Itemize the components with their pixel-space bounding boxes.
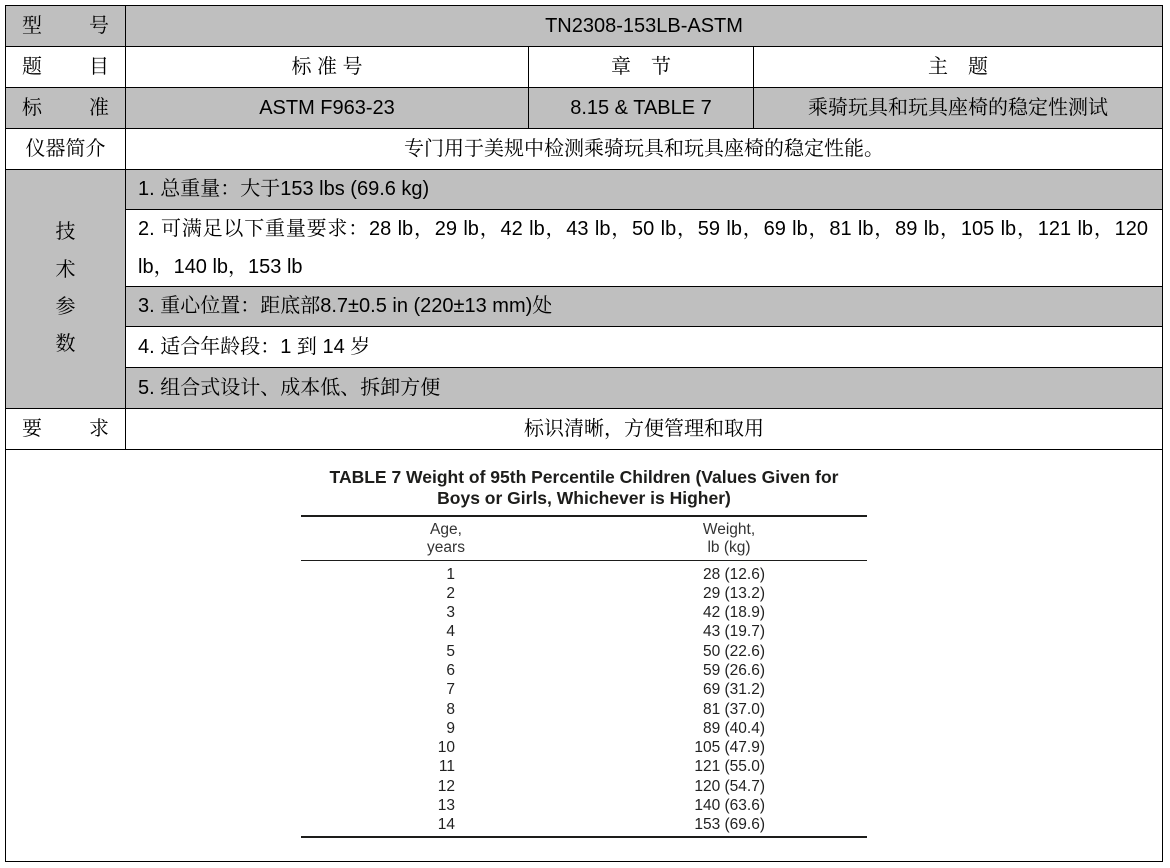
weight-header-line: lb (kg)	[707, 539, 751, 556]
reference-table	[301, 515, 867, 838]
weight-value: 153 (69.6)	[694, 816, 765, 834]
weight-cell	[591, 757, 867, 776]
tech-params-label-char: 数	[55, 333, 76, 356]
weight-value: 140 (63.6)	[694, 797, 765, 815]
age-header-line: years	[427, 539, 465, 556]
standard-no-header: 标 准 号	[126, 47, 528, 87]
age-value: 5	[446, 642, 455, 660]
reference-table-row	[301, 700, 867, 719]
spec-sheet-table	[5, 5, 1163, 862]
weight-cell	[591, 661, 867, 680]
reference-table-row	[301, 565, 867, 584]
weight-cell	[591, 815, 867, 834]
model-label-char: 型	[22, 15, 42, 37]
age-cell	[301, 757, 591, 776]
reference-figure	[6, 450, 1162, 861]
weight-value: 69 (31.2)	[702, 681, 765, 699]
age-cell	[301, 680, 591, 699]
age-cell	[301, 584, 591, 603]
age-value: 4	[446, 623, 455, 641]
age-header-line: Age,	[430, 521, 462, 538]
age-value: 7	[446, 681, 455, 699]
age-value: 9	[446, 719, 455, 737]
age-value: 6	[446, 661, 455, 679]
weight-value: 29 (13.2)	[702, 584, 765, 602]
reference-table-row	[301, 757, 867, 776]
standard-subject: 乘骑玩具和玩具座椅的稳定性测试	[754, 88, 1162, 128]
reference-table-row	[301, 719, 867, 738]
weight-value: 120 (54.7)	[694, 777, 765, 795]
weight-cell	[591, 622, 867, 641]
weight-value: 42 (18.9)	[702, 604, 765, 622]
model-value: TN2308-153LB-ASTM	[126, 6, 1162, 46]
reference-table-row	[301, 661, 867, 680]
weight-value: 105 (47.9)	[694, 739, 765, 757]
reference-table-row	[301, 622, 867, 641]
requirement-value: 标识清晰，方便管理和取用	[126, 409, 1162, 449]
age-value: 2	[446, 584, 455, 602]
reference-table-body	[301, 561, 867, 836]
weight-cell	[591, 584, 867, 603]
age-cell	[301, 738, 591, 757]
topic-label-char: 目	[89, 56, 109, 78]
age-value: 12	[437, 777, 455, 795]
standard-number: ASTM F963-23	[126, 88, 528, 128]
age-value: 3	[446, 604, 455, 622]
age-cell	[301, 719, 591, 738]
intro-label: 仪器简介	[6, 129, 125, 169]
age-value: 1	[446, 565, 455, 583]
reference-table-row	[301, 796, 867, 815]
age-cell	[301, 777, 591, 796]
standard-label-char: 准	[89, 97, 109, 119]
age-cell	[301, 815, 591, 834]
weight-value: 28 (12.6)	[702, 565, 765, 583]
section-header: 章 节	[529, 47, 753, 87]
weight-column-header	[591, 521, 867, 557]
tech-param-center-of-gravity: 3. 重心位置：距底部8.7±0.5 in (220±13 mm)处	[126, 287, 1162, 326]
standard-section: 8.15 & TABLE 7	[529, 88, 753, 128]
age-cell	[301, 622, 591, 641]
weight-value: 81 (37.0)	[702, 700, 765, 718]
reference-table-header	[301, 517, 867, 561]
age-cell	[301, 700, 591, 719]
reference-table-row	[301, 584, 867, 603]
standard-label-char: 标	[22, 97, 42, 119]
tech-param-design: 5. 组合式设计、成本低、拆卸方便	[126, 368, 1162, 408]
reference-table-row	[301, 603, 867, 622]
tech-params-label-char: 参	[55, 296, 76, 318]
weight-value: 43 (19.7)	[702, 623, 765, 641]
age-cell	[301, 565, 591, 584]
weight-cell	[591, 796, 867, 815]
weight-value: 121 (55.0)	[694, 758, 765, 776]
reference-table-title: TABLE 7 Weight of 95th Percentile Children (Values Given for Boys or Girls, Whichever is Higher)	[329, 467, 839, 508]
subject-header: 主 题	[754, 47, 1162, 87]
age-column-header	[301, 521, 591, 557]
weight-cell	[591, 738, 867, 757]
weight-cell	[591, 777, 867, 796]
weight-cell	[591, 719, 867, 738]
age-value: 11	[438, 758, 455, 776]
age-cell	[301, 642, 591, 661]
topic-label	[6, 47, 125, 87]
tech-param-total-weight: 1. 总重量：大于153 lbs (69.6 kg)	[126, 170, 1162, 209]
weight-cell	[591, 680, 867, 699]
requirement-label-char: 要	[22, 418, 42, 440]
age-value: 8	[446, 700, 455, 718]
reference-table-row	[301, 680, 867, 699]
weight-value: 89 (40.4)	[702, 719, 765, 737]
weight-value: 50 (22.6)	[702, 642, 765, 660]
weight-value: 59 (26.6)	[702, 661, 765, 679]
age-value: 13	[437, 797, 455, 815]
age-cell	[301, 603, 591, 622]
requirement-label	[6, 409, 125, 449]
tech-params-label	[6, 170, 125, 408]
model-label-char: 号	[89, 15, 109, 37]
tech-params-label-char: 技	[55, 221, 76, 244]
intro-value: 专门用于美规中检测乘骑玩具和玩具座椅的稳定性能。	[126, 129, 1162, 169]
tech-param-age-range: 4. 适合年龄段：1 到 14 岁	[126, 327, 1162, 367]
tech-param-weight-options: 2. 可满足以下重量要求：28 lb，29 lb，42 lb，43 lb，50 lb，59 lb，69 lb，81 lb，89 lb，105 lb，121 lb，120 lb，140 lb，153 lb	[126, 210, 1162, 286]
standard-label	[6, 88, 125, 128]
topic-label-char: 题	[22, 56, 42, 78]
weight-cell	[591, 700, 867, 719]
reference-table-row	[301, 738, 867, 757]
weight-cell	[591, 603, 867, 622]
age-cell	[301, 796, 591, 815]
age-value: 14	[437, 816, 455, 834]
weight-header-line: Weight,	[702, 521, 756, 538]
model-label	[6, 6, 125, 46]
requirement-label-char: 求	[89, 418, 109, 440]
age-cell	[301, 661, 591, 680]
weight-cell	[591, 565, 867, 584]
reference-table-row	[301, 642, 867, 661]
reference-table-row	[301, 815, 867, 834]
reference-table-row	[301, 777, 867, 796]
tech-params-label-char: 术	[55, 258, 76, 281]
weight-cell	[591, 642, 867, 661]
age-value: 10	[437, 739, 455, 757]
